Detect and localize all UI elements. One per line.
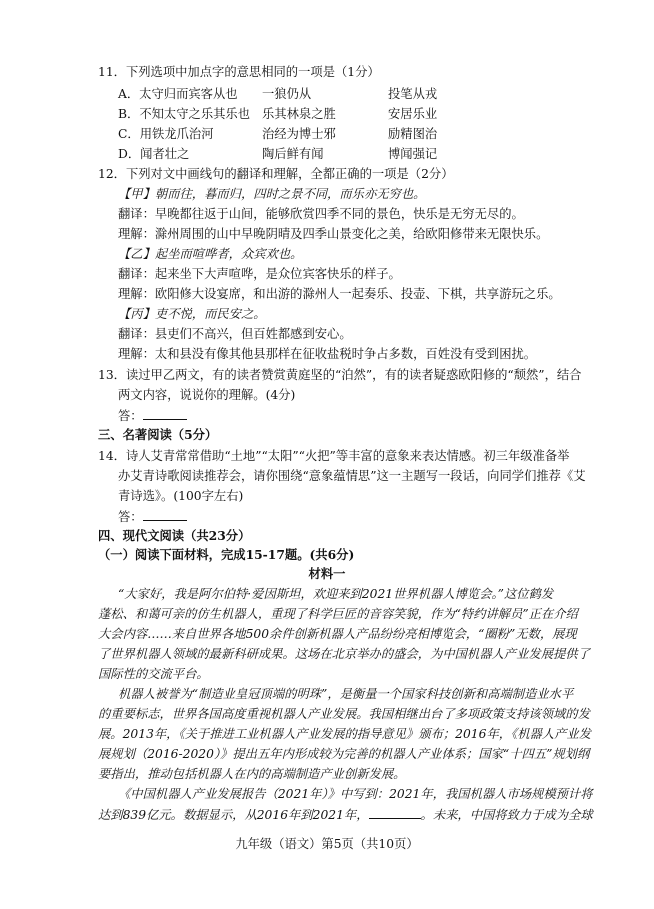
q13-answer-label: 答： — [118, 409, 143, 423]
q12-bing-translation: 翻译：县吏们不高兴，但百姓都感到安心。 — [118, 327, 352, 341]
para2-line-4: 展规划（2016-2020）》提出五年内形成较为完善的机器人产业体系；国家“十四五”规划纲 — [98, 747, 590, 761]
q13-line-2: 两文内容，说说你的理解。(4分) — [118, 388, 296, 402]
subsection-1-title: （一）阅读下面材料，完成15-17题。(共6分) — [98, 547, 355, 562]
q11-option-d-c: 博闻强记 — [388, 147, 438, 161]
q12-yi-translation: 翻译：起来坐下大声喧哗，是众位宾客快乐的样子。 — [118, 267, 401, 281]
q13-answer — [118, 407, 187, 424]
para3-fill-blank[interactable] — [369, 806, 421, 819]
q13-line-1: 13．读过甲乙两文，有的读者赞赏黄庭坚的“泊然”，有的读者疑惑欧阳修的“颓然”，结合 — [98, 368, 582, 382]
page-footer: 九年级（语文）第5页（共10页） — [235, 837, 419, 851]
para2-line-5: 要指出，推动包括机器人在内的高端制造产业创新发展。 — [98, 767, 406, 781]
para2-line-1: 机器人被誉为“制造业皇冠顶端的明珠”，是衡量一个国家科技创新和高端制造业水平 — [118, 687, 574, 701]
q12-jia-understanding: 理解：滁州周围的山中早晚阴晴及四季山景变化之美，给欧阳修带来无限快乐。 — [118, 227, 549, 241]
para3-line-2-part-b: 。未来，中国将致力于成为全球 — [420, 808, 593, 822]
para3-line-2 — [98, 806, 593, 823]
q14-answer — [118, 508, 187, 525]
para1-line-2: 蓬松、和蔼可亲的仿生机器人，重现了科学巨匠的音容笑貌，作为“特约讲解员”正在介绍 — [98, 607, 578, 621]
para1-line-1: “大家好，我是阿尔伯特·爱因斯坦，欢迎来到2021世界机器人博览会。”这位鹤发 — [118, 587, 554, 601]
q11-option-b-c: 安居乐业 — [388, 107, 438, 121]
q11-option-a-b: 一狼仍从 — [262, 87, 312, 101]
q12-bing-text: 【丙】吏不悦，而民安之。 — [118, 307, 266, 321]
section-4-title: 四、现代文阅读（共23分） — [98, 528, 251, 543]
q14-answer-blank[interactable] — [143, 508, 187, 521]
para1-line-3: 大会内容……来自世界各地500余件创新机器人产品纷纷亮相博览会，“圈粉”无数，展现 — [98, 627, 577, 641]
q11-option-a-c: 投笔从戎 — [388, 87, 438, 101]
q12-stem: 12．下列对文中画线句的翻译和理解，全都正确的一项是（2分） — [98, 167, 454, 181]
para1-line-5: 国际性的交流平台。 — [98, 667, 209, 681]
q14-line-3: 青诗选》。(100字左右) — [118, 489, 244, 503]
q13-answer-blank[interactable] — [143, 407, 187, 420]
q12-jia-translation: 翻译：早晚都往返于山间，能够欣赏四季不同的景色，快乐是无穷无尽的。 — [118, 207, 524, 221]
q11-option-c: C．用铁龙爪治河 — [118, 127, 214, 141]
q12-jia-text: 【甲】朝而往，暮而归，四时之景不同，而乐亦无穷也。 — [118, 187, 426, 201]
q14-line-2: 办艾青诗歌阅读推荐会，请你围绕“意象蕴情思”这一主题写一段话，向同学们推荐《艾 — [118, 469, 586, 483]
q11-option-d: D．闻者壮之 — [118, 147, 190, 161]
q11-option-d-b: 陶后鲜有闻 — [262, 147, 324, 161]
material-title: 材料一 — [308, 566, 346, 581]
q12-bing-understanding: 理解：太和县没有像其他县那样在征收盐税时争占多数，百姓没有受到困扰。 — [118, 347, 537, 361]
para2-line-3: 展。2013年，《关于推进工业机器人产业发展的指导意见》颁布；2016年，《机器人产业发 — [98, 727, 591, 741]
para2-line-2: 的重要标志，世界各国高度重视机器人产业发展。我国相继出台了多项政策支持该领域的发 — [98, 707, 590, 721]
q14-answer-label: 答： — [118, 510, 143, 524]
q11-stem: 11．下列选项中加点字的意思相同的一项是（1分） — [98, 65, 380, 79]
q11-option-c-b: 治经为博士邪 — [262, 127, 336, 141]
para3-line-2-part-a: 达到839亿元。数据显示，从2016年到2021年， — [98, 808, 369, 822]
q11-option-c-c: 励精图治 — [388, 127, 438, 141]
section-3-title: 三、名著阅读（5分） — [98, 427, 218, 442]
para1-line-4: 了世界机器人领域的最新科研成果。这场在北京举办的盛会，为中国机器人产业发展提供了 — [98, 647, 590, 661]
q14-line-1: 14．诗人艾青常常借助“土地”“太阳”“火把”等丰富的意象来表达情感。初三年级准备举 — [98, 449, 570, 463]
para3-line-1: 《中国机器人产业发展报告（2021年）》中写到：2021年，我国机器人市场规模预计将 — [118, 787, 593, 801]
q12-yi-understanding: 理解：欧阳修大设宴席，和出游的滁州人一起奏乐、投壶、下棋，共享游玩之乐。 — [118, 287, 561, 301]
q11-option-b: B．不知太守之乐其乐也 — [118, 107, 251, 121]
q11-option-b-b: 乐其林泉之胜 — [262, 107, 336, 121]
q12-yi-text: 【乙】起坐而喧哗者，众宾欢也。 — [118, 247, 303, 261]
q11-option-a: A．太守归而宾客从也 — [118, 87, 238, 101]
